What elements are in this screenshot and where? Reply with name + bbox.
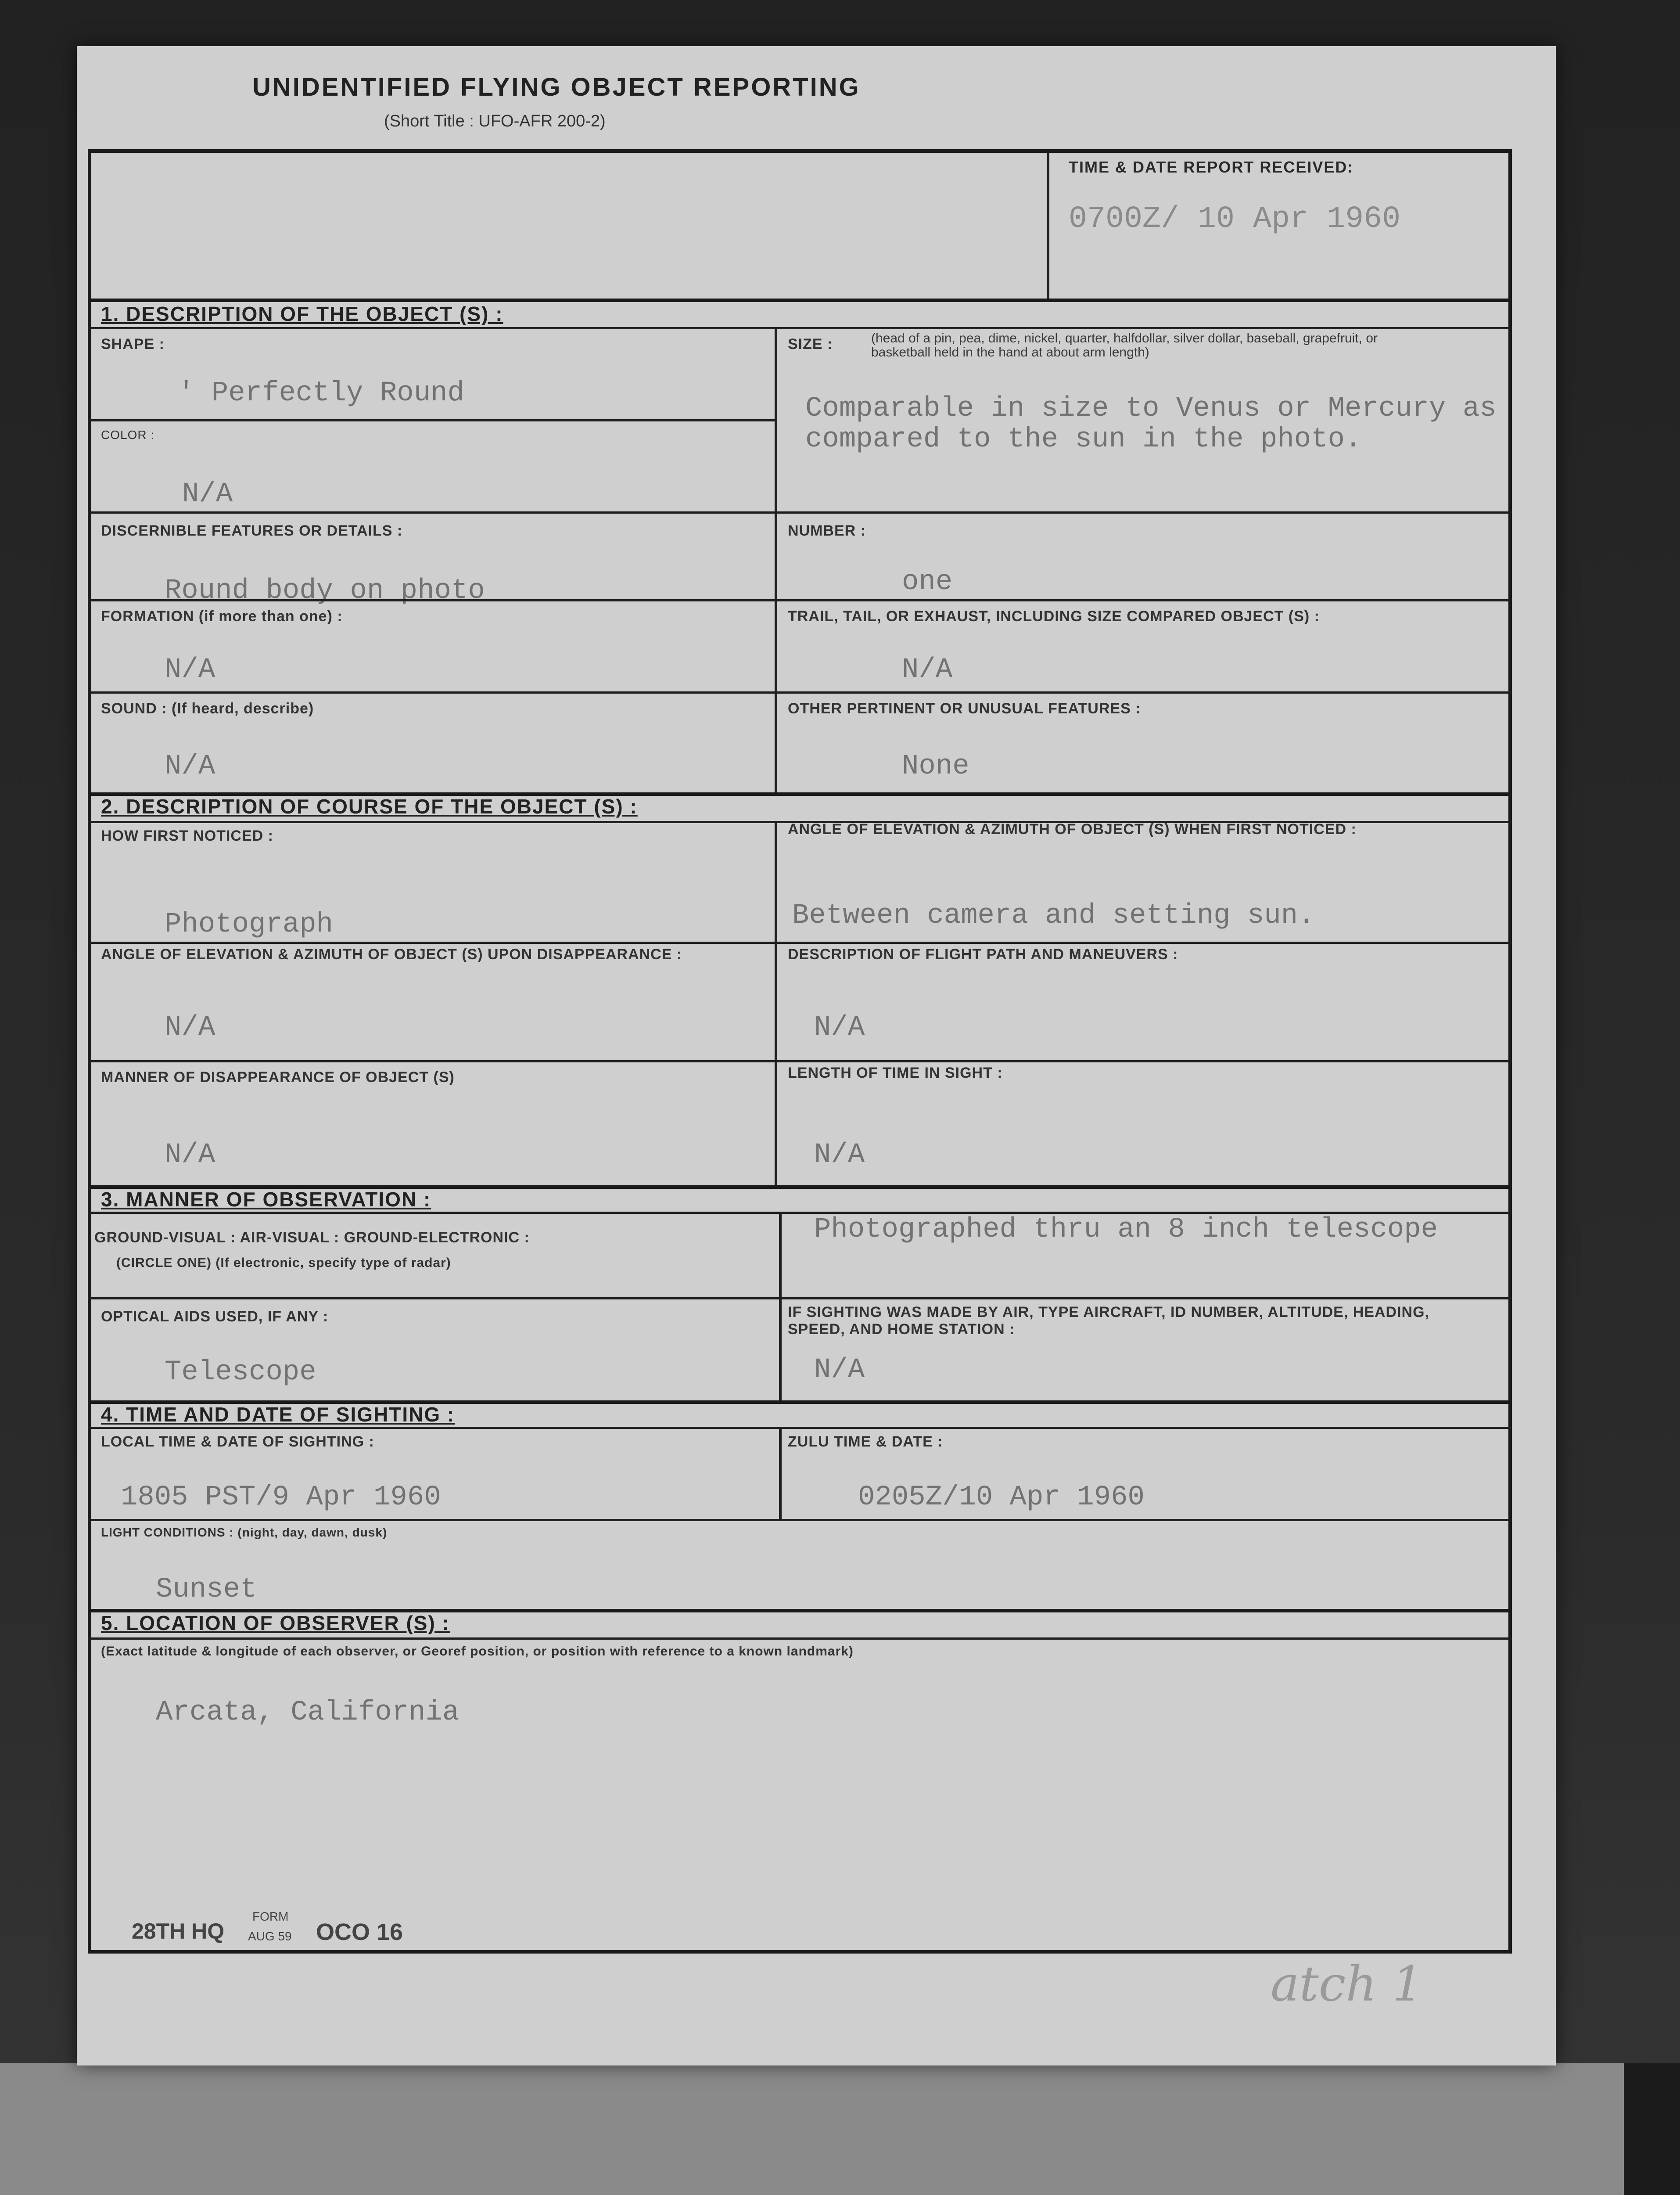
footer-form-number: OCO 16 [316,1919,403,1945]
location-value: Arcata, California [156,1697,459,1728]
formation-label: FORMATION (if more than one) : [101,608,343,625]
manner-disappearance-value: N/A [165,1139,215,1171]
short-title: (Short Title : UFO-AFR 200-2) [384,112,606,130]
ground-visual-label: GROUND-VISUAL : AIR-VISUAL : GROUND-ELECTRONIC : [94,1229,530,1246]
section-4-heading: 4. TIME AND DATE OF SIGHTING : [101,1403,455,1426]
location-note: (Exact latitude & longitude of each observer, or Georef position, or position with reference to a known landmark) [101,1644,854,1659]
aircraft-value: N/A [814,1354,865,1386]
report-form [77,46,1556,2065]
size-note: (head of a pin, pea, dime, nickel, quarter, halfdollar, silver dollar, baseball, grapefruit, or basketball held in the hand at about arm length) [871,331,1378,360]
form-title: UNIDENTIFIED FLYING OBJECT REPORTING [252,73,861,101]
how-first-noticed-value: Photograph [165,909,334,940]
shape-label: SHAPE : [101,336,165,353]
angle-disappearance-value: N/A [165,1012,215,1044]
features-label: DISCERNIBLE FEATURES OR DETAILS : [101,522,403,539]
color-value: N/A [182,479,233,510]
angle-first-noticed-label: ANGLE OF ELEVATION & AZIMUTH OF OBJECT (S) WHEN FIRST NOTICED : [788,821,1357,838]
trail-value: N/A [902,654,953,686]
other-features-value: None [902,751,969,782]
flight-path-label: DESCRIPTION OF FLIGHT PATH AND MANEUVERS : [788,946,1178,963]
color-label: COLOR : [101,428,155,442]
optical-aids-label: OPTICAL AIDS USED, IF ANY : [101,1308,329,1325]
optical-aids-value: Telescope [165,1357,316,1388]
size-value-line-1: Comparable in size to Venus or Mercury as [805,393,1497,425]
footer-unit: 28TH HQ [132,1919,225,1943]
light-conditions-label: LIGHT CONDITIONS : (night, day, dawn, dusk) [101,1526,388,1539]
trail-label: TRAIL, TAIL, OR EXHAUST, INCLUDING SIZE COMPARED OBJECT (S) : [788,608,1320,625]
film-edge-strip [1624,2063,1680,2195]
aircraft-label: IF SIGHTING WAS MADE BY AIR, TYPE AIRCRAFT, ID NUMBER, ALTITUDE, HEADING, SPEED, AND HOME STATION : [788,1304,1429,1338]
size-label: SIZE : [788,336,833,353]
zulu-time-label: ZULU TIME & DATE : [788,1433,943,1450]
manner-disappearance-label: MANNER OF DISAPPEARANCE OF OBJECT (S) [101,1069,455,1086]
observation-value: Photographed thru an 8 inch telescope [814,1214,1438,1245]
section-5-heading: 5. LOCATION OF OBSERVER (S) : [101,1612,450,1634]
circle-one-note: (CIRCLE ONE) (If electronic, specify type of radar) [116,1256,451,1270]
other-features-label: OTHER PERTINENT OR UNUSUAL FEATURES : [788,700,1141,717]
local-time-label: LOCAL TIME & DATE OF SIGHTING : [101,1433,374,1450]
light-conditions-value: Sunset [156,1574,257,1605]
how-first-noticed-label: HOW FIRST NOTICED : [101,828,273,844]
shape-value: ' Perfectly Round [178,378,464,409]
number-label: NUMBER : [788,522,866,539]
features-value: Round body on photo [165,575,485,607]
number-value: one [902,566,953,598]
angle-first-noticed-value: Between camera and setting sun. [792,900,1315,932]
film-lower-area [0,2063,1680,2195]
local-time-value: 1805 PST/9 Apr 1960 [121,1482,441,1513]
size-value-line-2: compared to the sun in the photo. [805,424,1362,455]
sound-value: N/A [165,751,215,782]
formation-value: N/A [165,654,215,686]
time-received-value: 0700Z/ 10 Apr 1960 [1069,202,1401,237]
zulu-time-value: 0205Z/10 Apr 1960 [858,1482,1145,1513]
length-of-time-value: N/A [814,1139,865,1171]
attachment-signature: atch 1 [1271,1956,1423,2012]
angle-disappearance-label: ANGLE OF ELEVATION & AZIMUTH OF OBJECT (S) UPON DISAPPEARANCE : [101,946,682,963]
time-received-label: TIME & DATE REPORT RECEIVED: [1069,158,1354,176]
footer-form-date: AUG 59 [248,1929,292,1943]
length-of-time-label: LENGTH OF TIME IN SIGHT : [788,1065,1003,1081]
sound-label: SOUND : (If heard, describe) [101,700,314,717]
flight-path-value: N/A [814,1012,865,1044]
footer-form-label: FORM [252,1910,289,1923]
section-2-heading: 2. DESCRIPTION OF COURSE OF THE OBJECT (S) : [101,795,638,818]
section-1-heading: 1. DESCRIPTION OF THE OBJECT (S) : [101,302,503,325]
section-3-heading: 3. MANNER OF OBSERVATION : [101,1188,431,1211]
